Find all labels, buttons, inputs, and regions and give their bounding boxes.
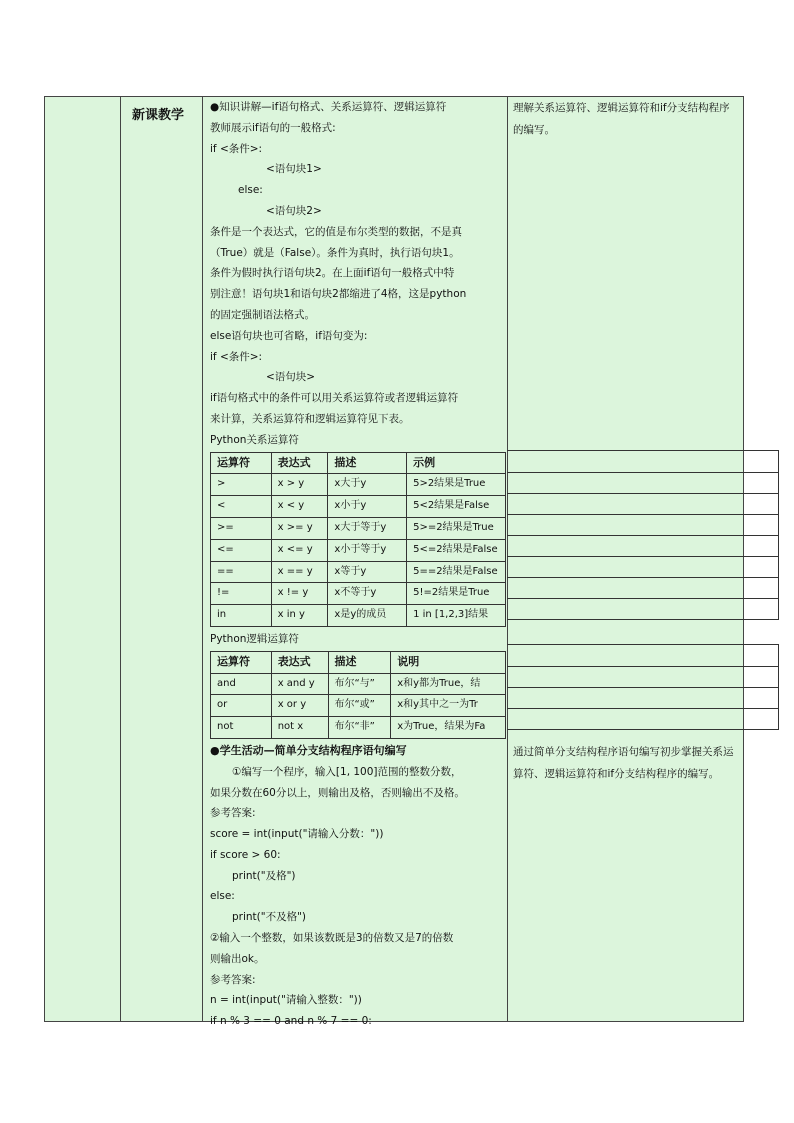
table-cell: >=	[211, 517, 272, 539]
text-line: if <条件>:	[210, 142, 263, 155]
table-row	[211, 695, 506, 717]
text-line: <语句块2>	[266, 204, 322, 217]
text-line: 参考答案:	[210, 973, 256, 986]
text-line: ●知识讲解—if语句格式、关系运算符、逻辑运算符	[210, 101, 447, 113]
text-line: 条件为假时执行语句块2。在上面if语句一般格式中特	[210, 267, 455, 280]
table-row	[211, 605, 506, 627]
text-line: 条件是一个表达式，它的值是布尔类型的数据，不是真	[210, 225, 462, 238]
table-cell: x不等于y	[328, 583, 407, 605]
table-cell: x == y	[271, 561, 328, 583]
table-row	[211, 517, 506, 539]
table-cell: in	[211, 605, 272, 627]
column-divider	[202, 96, 203, 1022]
table-cell: ==	[211, 561, 272, 583]
teaching-goal-1: 理解关系运算符、逻辑运算符和if分支结构程序的编写。	[513, 102, 730, 136]
table-cell: x <= y	[271, 539, 328, 561]
text-line: else:	[238, 184, 263, 197]
table-cell: or	[211, 695, 272, 717]
table-cell: x为True，结果为Fa	[391, 717, 506, 739]
text-line: if语句格式中的条件可以用关系运算符或者逻辑运算符	[210, 392, 459, 405]
text-line: 教师展示if语句的一般格式:	[210, 121, 336, 134]
table-header-cell: 描述	[328, 651, 391, 673]
table-cell: 5>=2结果是True	[407, 517, 506, 539]
text-line: ●学生活动—简单分支结构程序语句编写	[210, 743, 407, 757]
text-line: 来计算，关系运算符和逻辑运算符见下表。	[210, 412, 410, 425]
table-cell: x和y都为True，结	[391, 673, 506, 695]
teaching-goal-2: 通过简单分支结构程序语句编写初步掌握关系运算符、逻辑运算符和if分支结构程序的编写。	[513, 746, 734, 780]
text-line: 参考答案:	[210, 807, 256, 820]
table-row	[211, 673, 506, 695]
table-cell: x >= y	[271, 517, 328, 539]
overflow-table-rows	[507, 644, 779, 730]
text-line: else:	[210, 890, 235, 903]
text-line: 别注意！语句块1和语句块2都缩进了4格，这是python	[210, 288, 467, 301]
table-row	[211, 717, 506, 739]
table-row	[211, 539, 506, 561]
table-cell: 布尔“或”	[328, 695, 391, 717]
text-line: n = int(input("请输入整数："))	[210, 994, 362, 1007]
text-line: ①编写一个程序，输入[1, 100]范围的整数分数，	[232, 765, 462, 778]
table-header-cell: 描述	[328, 452, 407, 474]
table-header-cell: 示例	[407, 452, 506, 474]
table-cell: x等于y	[328, 561, 407, 583]
table-cell: x大于y	[328, 474, 407, 496]
table-cell: 1 in [1,2,3]结果	[407, 605, 506, 627]
text-line: if n % 3 == 0 and n % 7 == 0:	[210, 1015, 372, 1028]
section-label: 新课教学	[132, 108, 185, 123]
table-row	[211, 496, 506, 518]
table-cell: 5>2结果是True	[407, 474, 506, 496]
text-line: print("及格")	[232, 869, 296, 882]
table-cell: 布尔“非”	[328, 717, 391, 739]
table-cell: not	[211, 717, 272, 739]
table-cell: x > y	[271, 474, 328, 496]
text-line: <语句块>	[266, 371, 316, 384]
table-cell: !=	[211, 583, 272, 605]
table-header-row	[211, 651, 506, 673]
text-line: <语句块1>	[266, 163, 322, 176]
table-cell: x in y	[271, 605, 328, 627]
text-line: else语句块也可省略，if语句变为:	[210, 329, 368, 342]
table-cell: x or y	[271, 695, 328, 717]
table-row	[211, 561, 506, 583]
text-line: ②输入一个整数，如果该数既是3的倍数又是7的倍数	[210, 932, 454, 945]
text-line: if score > 60:	[210, 848, 281, 861]
table-cell: x小于等于y	[328, 539, 407, 561]
table-cell: x小于y	[328, 496, 407, 518]
table-header-cell: 表达式	[271, 651, 328, 673]
table-cell: x < y	[271, 496, 328, 518]
text-line: （True）就是（False）。条件为真时，执行语句块1。	[210, 246, 460, 259]
text-line: score = int(input("请输入分数："))	[210, 828, 384, 841]
overflow-table-rows	[507, 450, 779, 620]
table-cell: x大于等于y	[328, 517, 407, 539]
relational-operator-table	[210, 452, 506, 627]
table-cell: <	[211, 496, 272, 518]
table-cell: 5==2结果是False	[407, 561, 506, 583]
text-line: if <条件>:	[210, 350, 263, 363]
table-header-cell: 运算符	[211, 651, 272, 673]
text-line: Python关系运算符	[210, 433, 299, 446]
table-cell: >	[211, 474, 272, 496]
logical-table-caption: Python逻辑运算符	[210, 632, 299, 645]
table-cell: 5<=2结果是False	[407, 539, 506, 561]
table-header-cell: 说明	[391, 651, 506, 673]
table-row	[211, 474, 506, 496]
table-cell: x和y其中之一为Tr	[391, 695, 506, 717]
table-cell: 5<2结果是False	[407, 496, 506, 518]
column-divider	[120, 96, 121, 1022]
table-cell: 5!=2结果是True	[407, 583, 506, 605]
table-cell: x and y	[271, 673, 328, 695]
lesson-content	[210, 97, 506, 1032]
text-line: 则输出ok。	[210, 952, 265, 965]
table-cell: x != y	[271, 583, 328, 605]
table-cell: not x	[271, 717, 328, 739]
text-line: 如果分数在60分以上，则输出及格，否则输出不及格。	[210, 786, 465, 799]
text-line: 的固定强制语法格式。	[210, 308, 315, 321]
knowledge-explanation	[210, 97, 506, 451]
student-activity	[210, 741, 506, 1032]
table-header-row	[211, 452, 506, 474]
table-header-cell: 表达式	[271, 452, 328, 474]
table-header-cell: 运算符	[211, 452, 272, 474]
text-line: print("不及格")	[232, 911, 307, 924]
table-cell: and	[211, 673, 272, 695]
table-cell: <=	[211, 539, 272, 561]
logical-operator-table	[210, 651, 506, 739]
table-cell: 布尔“与”	[328, 673, 391, 695]
table-row	[211, 583, 506, 605]
table-cell: x是y的成员	[328, 605, 407, 627]
